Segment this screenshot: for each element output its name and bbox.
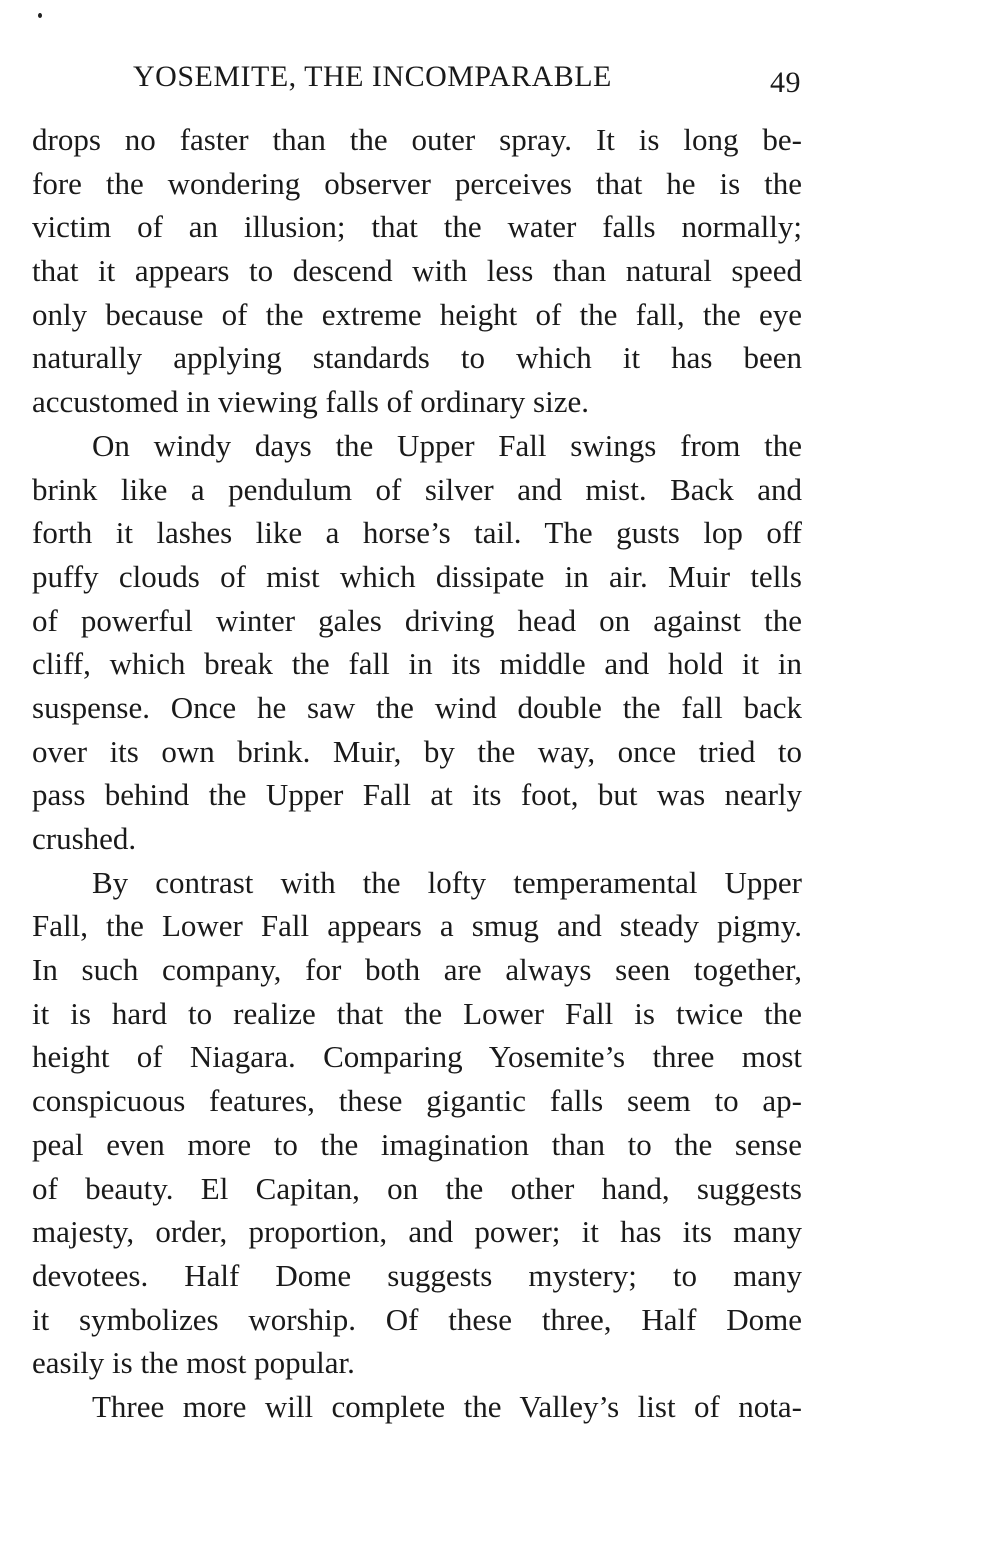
paragraph-start-line: Three more will complete the Valley’s list of nota- bbox=[92, 1388, 802, 1424]
text-line: cliff, which break the fall in its middle and hold it in bbox=[32, 646, 802, 682]
text-line: puffy clouds of mist which dissipate in air. Muir tells bbox=[32, 558, 802, 594]
text-line: brink like a pendulum of silver and mist. Back and bbox=[32, 471, 802, 507]
text-line: conspicuous features, these gigantic falls seem to ap- bbox=[32, 1083, 802, 1119]
text-line: naturally applying standards to which it has been bbox=[32, 340, 802, 376]
text-line: fore the wondering observer perceives that he is the bbox=[32, 165, 802, 201]
text-line: drops no faster than the outer spray. It is long be- bbox=[32, 122, 802, 157]
paragraph-start-line: By contrast with the lofty temperamental Upper bbox=[92, 864, 802, 900]
text-line: forth it lashes like a horse’s tail. The gusts lop off bbox=[32, 515, 802, 551]
running-head bbox=[133, 60, 813, 100]
text-line: accustomed in viewing falls of ordinary size. bbox=[32, 384, 589, 420]
text-line: only because of the extreme height of the fall, the eye bbox=[32, 296, 802, 332]
text-line: crushed. bbox=[32, 821, 137, 856]
text-line: suspense. Once he saw the wind double the fall back bbox=[32, 689, 802, 725]
text-line: easily is the most popular. bbox=[32, 1345, 355, 1381]
text-line: pass behind the Upper Fall at its foot, but was nearly bbox=[32, 777, 802, 813]
text-line: peal even more to the imagination than to the sense bbox=[32, 1126, 802, 1162]
print-speck bbox=[38, 13, 42, 18]
text-line: of beauty. El Capitan, on the other hand, suggests bbox=[32, 1170, 802, 1206]
page-number: 49 bbox=[770, 66, 801, 99]
text-line: majesty, order, proportion, and power; it has its many bbox=[32, 1214, 802, 1250]
paragraph-start-line: On windy days the Upper Fall swings from the bbox=[92, 427, 802, 463]
text-line: over its own brink. Muir, by the way, once tried to bbox=[32, 733, 802, 769]
text-line: that it appears to descend with less than natural speed bbox=[32, 253, 802, 289]
body-text bbox=[32, 118, 802, 1429]
text-line: Fall, the Lower Fall appears a smug and steady pigmy. bbox=[32, 908, 802, 944]
text-line: victim of an illusion; that the water falls normally; bbox=[32, 209, 802, 245]
text-line: it is hard to realize that the Lower Fall is twice the bbox=[32, 995, 802, 1031]
text-line: devotees. Half Dome suggests mystery; to many bbox=[32, 1257, 802, 1293]
text-line: height of Niagara. Comparing Yosemite’s three most bbox=[32, 1039, 802, 1075]
text-line: it symbolizes worship. Of these three, Half Dome bbox=[32, 1301, 802, 1337]
running-head-title: YOSEMITE, THE INCOMPARABLE bbox=[133, 60, 612, 93]
text-line: In such company, for both are always seen together, bbox=[32, 952, 802, 988]
text-line: of powerful winter gales driving head on against the bbox=[32, 602, 802, 638]
